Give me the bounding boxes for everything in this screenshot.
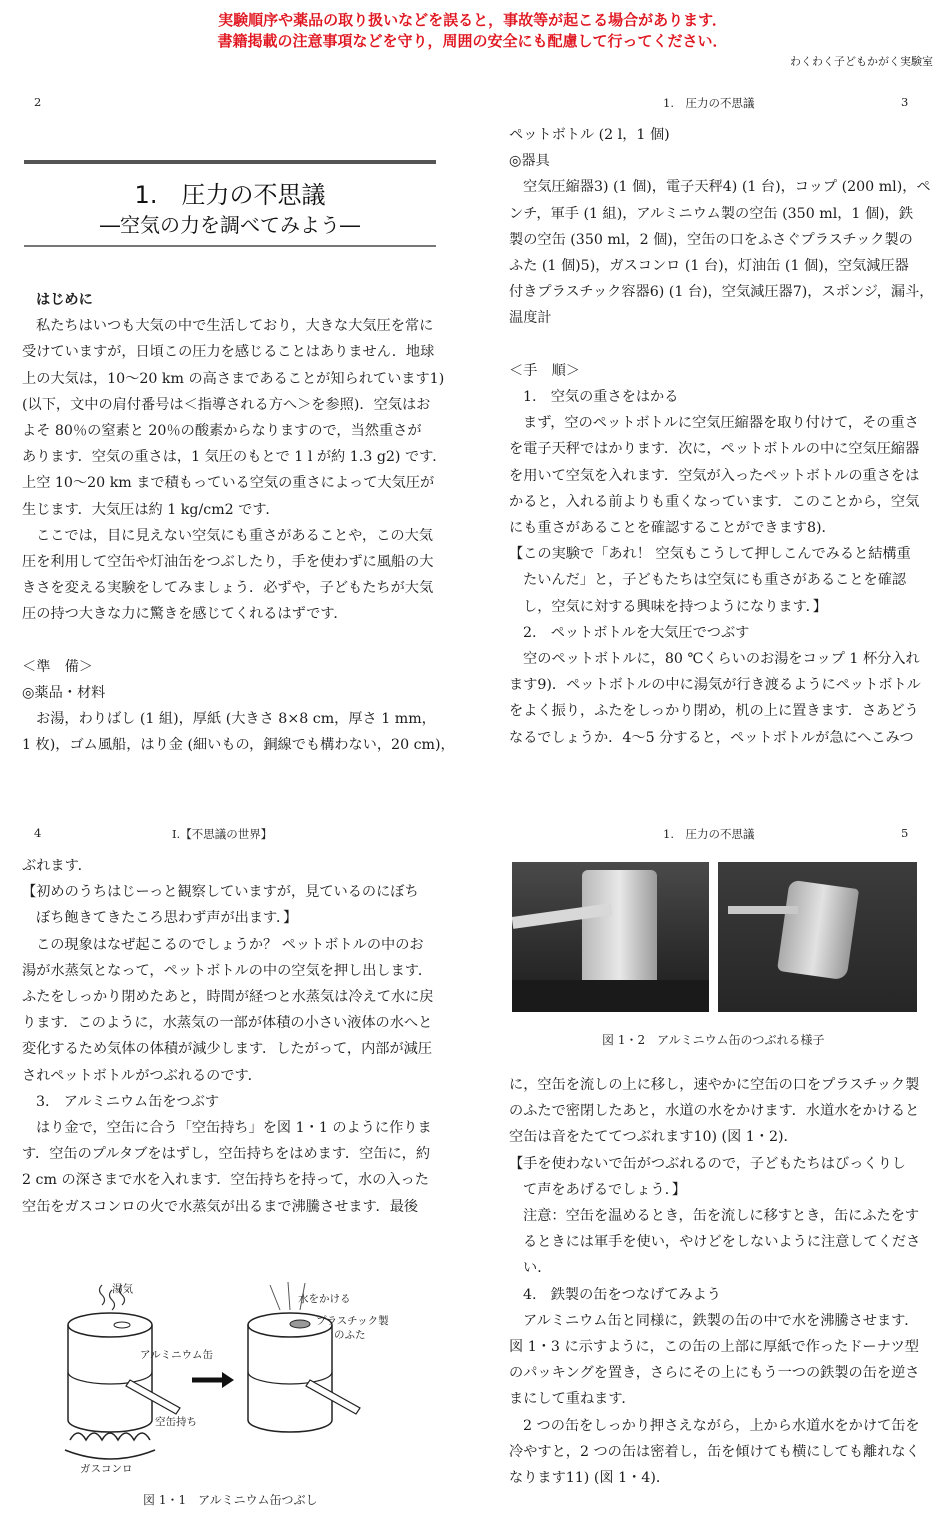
body-line: 冷やすと，2 つの缶は密着し，缶を傾けても横にしても離れなく [509, 1443, 920, 1460]
body-line: 2 cm の深さまで水を入れます．空缶持ちを持って，水の入った [22, 1172, 429, 1189]
caution-line: い． [523, 1260, 552, 1277]
page-number-3: 3 [901, 95, 909, 109]
figure-label-lid-2: のふた [334, 1329, 366, 1341]
equipment-heading: ◎器具 [509, 153, 550, 170]
step1-line: にも重さがあることを確認することができます8)． [509, 520, 836, 537]
equipment-line: 温度計 [509, 310, 552, 327]
equipment-line: ンチ，軍手 (1 組)，アルミニウム製の空缶 (350 ml，1 個)，鉄 [509, 205, 914, 222]
body-line: はり金で，空缶に合う「空缶持ち」を図 1・1 のように作りま [36, 1120, 432, 1137]
body-line: 変化するため気体の体積が減少します．したがって，内部が減圧 [22, 1041, 433, 1058]
intro-line: 受けていますが，日頃この圧力を感じることはありません．地球 [22, 344, 435, 361]
page2-body [22, 287, 455, 759]
body-line: ります．このように，水蒸気の一部が体積の小さい液体の水へと [22, 1015, 433, 1032]
intro-line: 圧を利用して空缶や灯油缶をつぶしたり，手を使わずに風船の大 [22, 554, 434, 571]
chapter-subtitle: ―空気の力を調べてみよう― [100, 213, 360, 237]
title-rule-top [24, 160, 436, 164]
figure-label-water: 水をかける [298, 1293, 351, 1305]
figure-label-stove: ガスコンロ [80, 1463, 133, 1475]
body-line: 湯が水蒸気となって，ペットボトルの中の空気を押し出します． [22, 962, 433, 979]
photo-can-heating [512, 862, 709, 1012]
page-number-2: 2 [34, 95, 42, 109]
step1-line: まず，空のペットボトルに空気圧縮器を取り付けて，その重さ [523, 415, 919, 432]
figure-1-2-caption: 図 1・2 アルミニウム缶のつぶれる様子 [602, 1033, 825, 1047]
intro-line: きさを変える実験をしてみましょう．必ずや，子どもたちが大気 [22, 580, 434, 597]
equipment-line: ふた (1 個)5)，ガスコンロ (1 台)，灯油缶 (1 個)，空気減圧器 [509, 258, 909, 275]
figure-label-steam: 湯気 [112, 1283, 133, 1295]
body-line: この現象はなぜ起こるのでしょうか？ ペットボトルの中のお [36, 936, 424, 953]
body-line: に，空缶を流しの上に移し，速やかに空缶の口をプラスチック製 [509, 1077, 920, 1093]
page-number-4: 4 [34, 826, 42, 840]
step1-line: を電子天秤ではかります．次に，ペットボトルの中に空気圧縮器 [509, 441, 920, 458]
figure-label-can: アルミニウム缶 [140, 1349, 213, 1361]
page-number-5: 5 [901, 826, 909, 840]
step2-line: 空のペットボトルに，80 ℃くらいのお湯をコップ 1 杯分入れ [523, 651, 920, 668]
body-line: 2 つの缶をしっかり押さえながら，上から水道水をかけて缶を [523, 1417, 920, 1434]
note-line: たいんだ」と，子どもたちは空気にも重さがあることを確認 [523, 572, 907, 589]
intro-line: 圧の持つ大きな力に驚きを感じてくれるはずです． [22, 606, 348, 623]
step1-line: かると，入れる前よりも重くなっています．このことから，空気 [509, 493, 920, 510]
page4-body [22, 853, 442, 1220]
equipment-line: 製の空缶 (350 ml，2 個)，空缶の口をふさぐプラスチック製の [509, 231, 913, 248]
page5-header: 1. 圧力の不思議 [663, 827, 755, 841]
note-line: 【この実験で「あれ！ 空気もこうして押しこんでみると結構重 [509, 546, 911, 563]
figure-1-1-diagram [50, 1280, 430, 1480]
step2-line: ます9)．ペットボトルの中に湯気が行き渡るようにペットボトル [509, 677, 921, 694]
caution-line: るときには軍手を使い，やけどをしないように注意してくださ [523, 1234, 921, 1251]
body-line: ぶれます． [22, 858, 92, 874]
step1-heading: 1. 空気の重さをはかる [523, 389, 679, 406]
step2-line: をよく振り，ふたをしっかり閉め，机の上に置きます．さあどう [509, 703, 919, 720]
intro-line: ここでは，目に見えない空気にも重さがあることや，この大気 [36, 527, 433, 544]
equipment-line: 付きプラスチック容器6) (1 台)，空気減圧器7)，スポンジ，漏斗， [509, 284, 934, 301]
intro-line: (以下，文中の肩付番号は＜指導される方へ＞を参照)．空気はお [22, 396, 431, 413]
warning-line-2: 書籍掲載の注意事項などを守り，周囲の安全にも配慮して行ってください． [217, 32, 728, 50]
body-line: されペットボトルがつぶれるのです． [22, 1067, 262, 1084]
title-rule-bottom [24, 245, 436, 247]
body-line: 空缶をガスコンロの火で水蒸気が出るまで沸騰させます．最後 [22, 1198, 419, 1215]
page4-header: I.【不思議の世界】 [172, 827, 273, 841]
materials-heading: ◎薬品・材料 [22, 685, 106, 702]
page5-body [509, 1072, 939, 1491]
intro-line: あります．空気の重さは，1 気圧のもとで 1 l が約 1.3 g2) です． [22, 449, 447, 466]
body-line: 図 1・3 に示すように，この缶の上部に厚紙で作ったドーナツ型 [509, 1339, 919, 1356]
body-line: まにして重ねます． [509, 1391, 636, 1408]
figure-1-1-caption: 図 1・1 アルミニウム缶つぶし [143, 1493, 318, 1507]
intro-line: 上空 10～20 km まで積もっている空気の重さによって大気圧が [22, 475, 435, 492]
step2-heading: 2. ペットボトルを大気圧でつぶす [523, 624, 750, 641]
body-line: なります11) (図 1・4)． [509, 1470, 671, 1487]
materials-line: お湯，わりばし (1 組)，厚紙 (大きさ 8×8 cm，厚さ 1 mm， [36, 711, 436, 728]
body-line: す．空缶のプルタブをはずし，空缶持ちをはめます．空缶に，約 [22, 1146, 431, 1163]
step3-heading: 3. アルミニウム缶をつぶす [36, 1093, 220, 1110]
intro-heading: はじめに [36, 292, 93, 308]
warning-line-1: 実験順序や薬品の取り扱いなどを誤ると，事故等が起こる場合があります． [218, 11, 727, 29]
body-line: のふたで密閉したあと，水道の水をかけます．水道水をかけると [509, 1103, 920, 1120]
note-line: ぼち飽きてきたころ思わず声が出ます．】 [36, 910, 298, 927]
body-line: のパッキングを置き，さらにその上にもう一つの鉄製の缶を逆さ [509, 1365, 920, 1382]
note-line: 【手を使わないで缶がつぶれるので，子どもたちはびっくりし [509, 1155, 906, 1172]
procedure-heading: ＜手 順＞ [509, 362, 580, 379]
note-line: し，空気に対する興味を持つようになります．】 [523, 598, 827, 615]
intro-line: 私たちはいつも大気の中で生活しており，大きな大気圧を常に [36, 318, 434, 335]
step1-line: を用いて空気を入れます．空気が入ったペットボトルの重さをは [509, 467, 920, 484]
chapter-title: 1. 圧力の不思議 [134, 181, 326, 209]
photo-can-crushed [718, 862, 917, 1012]
intro-line: 生じます．大気圧は約 1 kg/cm2 です． [22, 501, 280, 518]
equipment-line: 空気圧縮器3) (1 個)，電子天秤4) (1 台)，コップ (200 ml)，ペ [523, 179, 931, 196]
figure-label-lid: プラスチック製 [316, 1315, 389, 1327]
intro-line: 上の大気は，10～20 km の高さまであることが知られています1) [22, 370, 445, 387]
note-line: 【初めのうちはじーっと観察していますが，見ているのにぼち [22, 884, 419, 901]
step2-line: なるでしょうか．4～5 分すると，ペットボトルが急にへこみつ [509, 729, 914, 746]
caution-line: 注意：空缶を温めるとき，缶を流しに移すとき，缶にふたをす [523, 1208, 920, 1225]
prep-heading: ＜準 備＞ [22, 658, 93, 675]
note-line: て声をあげるでしょう．】 [523, 1181, 687, 1198]
body-line: アルミニウム缶と同様に，鉄製の缶の中で水を沸騰させます． [523, 1312, 919, 1329]
step4-heading: 4. 鉄製の缶をつなげてみよう [523, 1286, 721, 1303]
materials-line: 1 枚)，ゴム風船，はり金 (細いもの，銅線でも構わない，20 cm)， [22, 737, 455, 754]
page3-header: 1. 圧力の不思議 [663, 96, 755, 110]
intro-line: よそ 80％の窒素と 20％の酸素からなりますので，当然重さが [22, 423, 422, 440]
site-name: わくわく子どもかがく実験室 [790, 55, 933, 68]
materials-line: ペットボトル (2 l，1 個) [509, 127, 670, 143]
page3-body [509, 122, 939, 751]
figure-label-holder: 空缶持ち [155, 1416, 197, 1428]
body-line: ふたをしっかり閉めたあと，時間が経つと水蒸気は冷えて水に戻 [22, 989, 434, 1006]
body-line: 空缶は音をたててつぶれます10) (図 1・2)． [509, 1129, 798, 1146]
